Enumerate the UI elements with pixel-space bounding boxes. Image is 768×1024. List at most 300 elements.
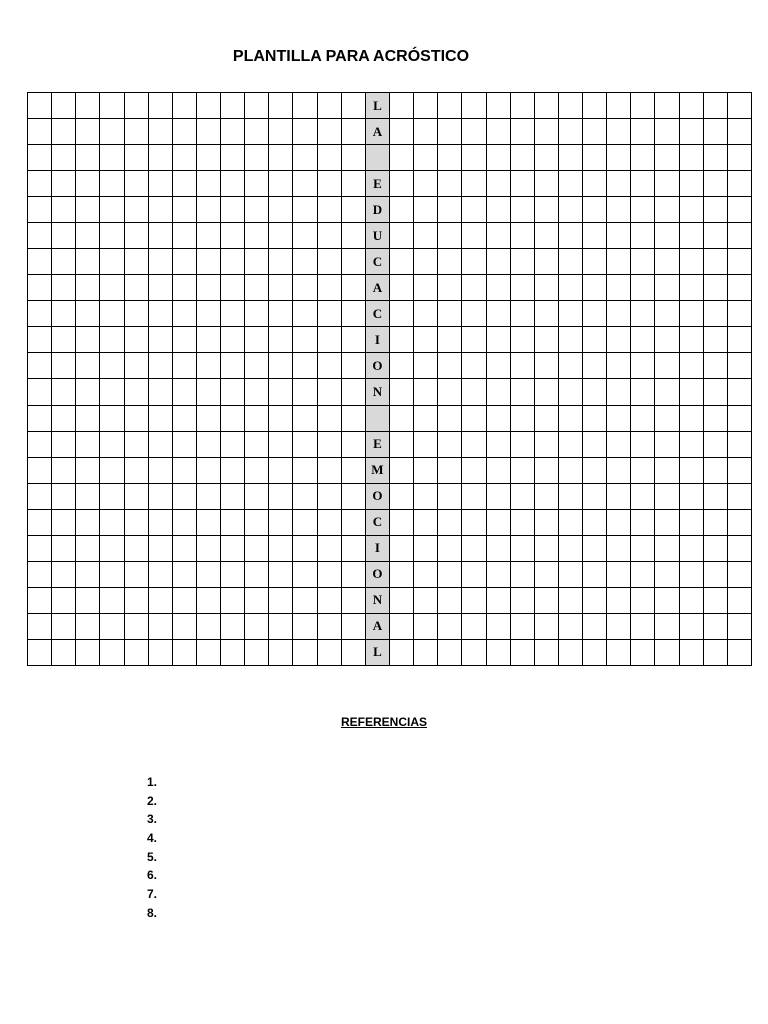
acrostic-blank-cell: [728, 327, 752, 353]
acrostic-blank-cell: [342, 640, 366, 666]
acrostic-blank-cell: [318, 197, 342, 223]
acrostic-blank-cell: [76, 614, 100, 640]
acrostic-blank-cell: [487, 640, 511, 666]
acrostic-blank-cell: [535, 536, 559, 562]
acrostic-blank-cell: [559, 614, 583, 640]
acrostic-blank-cell: [221, 458, 245, 484]
acrostic-blank-cell: [293, 145, 317, 171]
acrostic-blank-cell: [511, 275, 535, 301]
acrostic-blank-cell: [221, 301, 245, 327]
acrostic-blank-cell: [607, 510, 631, 536]
acrostic-blank-cell: [535, 145, 559, 171]
acrostic-blank-cell: [607, 458, 631, 484]
acrostic-blank-cell: [269, 562, 293, 588]
acrostic-blank-cell: [76, 510, 100, 536]
acrostic-blank-cell: [52, 536, 76, 562]
acrostic-blank-cell: [535, 640, 559, 666]
acrostic-blank-cell: [269, 406, 293, 432]
acrostic-blank-cell: [462, 588, 486, 614]
acrostic-blank-cell: [680, 223, 704, 249]
acrostic-blank-cell: [438, 327, 462, 353]
acrostic-blank-cell: [680, 379, 704, 405]
acrostic-blank-cell: [149, 536, 173, 562]
acrostic-blank-cell: [342, 327, 366, 353]
acrostic-blank-cell: [680, 484, 704, 510]
acrostic-blank-cell: [655, 406, 679, 432]
acrostic-blank-cell: [28, 379, 52, 405]
acrostic-blank-cell: [728, 640, 752, 666]
acrostic-blank-cell: [511, 406, 535, 432]
acrostic-blank-cell: [76, 119, 100, 145]
acrostic-key-cell: L: [366, 93, 390, 119]
acrostic-blank-cell: [704, 145, 728, 171]
acrostic-blank-cell: [631, 614, 655, 640]
acrostic-blank-cell: [414, 379, 438, 405]
acrostic-blank-cell: [704, 327, 728, 353]
acrostic-blank-cell: [342, 510, 366, 536]
acrostic-blank-cell: [173, 327, 197, 353]
acrostic-blank-cell: [28, 301, 52, 327]
acrostic-blank-cell: [414, 145, 438, 171]
acrostic-blank-cell: [293, 484, 317, 510]
acrostic-grid: [27, 92, 752, 666]
acrostic-blank-cell: [511, 249, 535, 275]
acrostic-blank-cell: [511, 145, 535, 171]
acrostic-blank-cell: [173, 197, 197, 223]
acrostic-blank-cell: [487, 588, 511, 614]
acrostic-blank-cell: [245, 379, 269, 405]
acrostic-blank-cell: [149, 223, 173, 249]
acrostic-blank-cell: [76, 301, 100, 327]
acrostic-blank-cell: [221, 327, 245, 353]
acrostic-blank-cell: [76, 588, 100, 614]
acrostic-blank-cell: [269, 458, 293, 484]
acrostic-blank-cell: [28, 458, 52, 484]
acrostic-blank-cell: [535, 119, 559, 145]
acrostic-blank-cell: [28, 640, 52, 666]
acrostic-blank-cell: [607, 249, 631, 275]
acrostic-blank-cell: [318, 301, 342, 327]
acrostic-blank-cell: [173, 484, 197, 510]
acrostic-blank-cell: [414, 275, 438, 301]
acrostic-blank-cell: [100, 640, 124, 666]
acrostic-blank-cell: [76, 275, 100, 301]
acrostic-blank-cell: [318, 249, 342, 275]
acrostic-blank-cell: [221, 562, 245, 588]
acrostic-blank-cell: [390, 562, 414, 588]
acrostic-blank-cell: [559, 93, 583, 119]
acrostic-blank-cell: [414, 197, 438, 223]
acrostic-blank-cell: [487, 119, 511, 145]
acrostic-blank-cell: [293, 432, 317, 458]
acrostic-blank-cell: [655, 119, 679, 145]
acrostic-blank-cell: [52, 510, 76, 536]
acrostic-blank-cell: [728, 145, 752, 171]
acrostic-blank-cell: [607, 614, 631, 640]
acrostic-blank-cell: [487, 614, 511, 640]
acrostic-blank-cell: [583, 93, 607, 119]
acrostic-blank-cell: [655, 145, 679, 171]
acrostic-blank-cell: [438, 145, 462, 171]
acrostic-blank-cell: [293, 614, 317, 640]
acrostic-blank-cell: [100, 275, 124, 301]
acrostic-blank-cell: [631, 484, 655, 510]
acrostic-blank-cell: [125, 640, 149, 666]
acrostic-blank-cell: [197, 614, 221, 640]
acrostic-blank-cell: [197, 406, 221, 432]
acrostic-blank-cell: [704, 640, 728, 666]
acrostic-blank-cell: [293, 536, 317, 562]
acrostic-blank-cell: [318, 406, 342, 432]
acrostic-blank-cell: [438, 249, 462, 275]
acrostic-blank-cell: [197, 484, 221, 510]
acrostic-blank-cell: [511, 536, 535, 562]
acrostic-blank-cell: [52, 301, 76, 327]
acrostic-blank-cell: [245, 510, 269, 536]
acrostic-blank-cell: [631, 353, 655, 379]
acrostic-blank-cell: [173, 458, 197, 484]
acrostic-blank-cell: [583, 588, 607, 614]
acrostic-blank-cell: [269, 614, 293, 640]
acrostic-key-cell: N: [366, 588, 390, 614]
acrostic-blank-cell: [583, 275, 607, 301]
acrostic-blank-cell: [390, 249, 414, 275]
acrostic-blank-cell: [149, 379, 173, 405]
acrostic-blank-cell: [342, 171, 366, 197]
acrostic-blank-cell: [559, 640, 583, 666]
acrostic-blank-cell: [245, 432, 269, 458]
acrostic-blank-cell: [438, 458, 462, 484]
acrostic-blank-cell: [728, 562, 752, 588]
acrostic-blank-cell: [680, 301, 704, 327]
acrostic-blank-cell: [221, 588, 245, 614]
acrostic-blank-cell: [245, 119, 269, 145]
acrostic-blank-cell: [487, 197, 511, 223]
acrostic-blank-cell: [607, 640, 631, 666]
acrostic-blank-cell: [462, 301, 486, 327]
acrostic-blank-cell: [318, 93, 342, 119]
acrostic-blank-cell: [149, 197, 173, 223]
acrostic-blank-cell: [125, 458, 149, 484]
acrostic-blank-cell: [704, 484, 728, 510]
acrostic-blank-cell: [414, 588, 438, 614]
acrostic-key-cell: I: [366, 536, 390, 562]
acrostic-blank-cell: [631, 640, 655, 666]
acrostic-blank-cell: [52, 93, 76, 119]
acrostic-blank-cell: [414, 640, 438, 666]
acrostic-blank-cell: [390, 197, 414, 223]
acrostic-blank-cell: [728, 614, 752, 640]
acrostic-blank-cell: [680, 432, 704, 458]
acrostic-blank-cell: [28, 275, 52, 301]
acrostic-blank-cell: [583, 406, 607, 432]
acrostic-blank-cell: [100, 301, 124, 327]
acrostic-blank-cell: [125, 119, 149, 145]
acrostic-blank-cell: [149, 249, 173, 275]
acrostic-blank-cell: [390, 588, 414, 614]
acrostic-blank-cell: [52, 406, 76, 432]
acrostic-blank-cell: [52, 353, 76, 379]
acrostic-blank-cell: [438, 588, 462, 614]
acrostic-blank-cell: [704, 353, 728, 379]
acrostic-key-cell: C: [366, 510, 390, 536]
acrostic-blank-cell: [173, 171, 197, 197]
acrostic-blank-cell: [173, 432, 197, 458]
acrostic-blank-cell: [631, 458, 655, 484]
acrostic-blank-cell: [535, 327, 559, 353]
acrostic-blank-cell: [100, 458, 124, 484]
acrostic-blank-cell: [28, 223, 52, 249]
reference-item: 5.: [147, 849, 158, 864]
acrostic-blank-cell: [728, 458, 752, 484]
acrostic-blank-cell: [100, 171, 124, 197]
acrostic-blank-cell: [535, 223, 559, 249]
acrostic-blank-cell: [221, 379, 245, 405]
acrostic-blank-cell: [149, 510, 173, 536]
acrostic-blank-cell: [100, 119, 124, 145]
acrostic-blank-cell: [342, 432, 366, 458]
acrostic-blank-cell: [197, 588, 221, 614]
acrostic-blank-cell: [511, 640, 535, 666]
acrostic-blank-cell: [511, 379, 535, 405]
acrostic-key-cell: C: [366, 249, 390, 275]
acrostic-blank-cell: [197, 432, 221, 458]
acrostic-blank-cell: [221, 536, 245, 562]
acrostic-blank-cell: [607, 379, 631, 405]
acrostic-blank-cell: [245, 458, 269, 484]
acrostic-blank-cell: [583, 119, 607, 145]
acrostic-blank-cell: [149, 484, 173, 510]
acrostic-blank-cell: [438, 536, 462, 562]
acrostic-blank-cell: [342, 484, 366, 510]
acrostic-blank-cell: [76, 223, 100, 249]
acrostic-blank-cell: [728, 301, 752, 327]
acrostic-blank-cell: [414, 249, 438, 275]
acrostic-blank-cell: [704, 275, 728, 301]
acrostic-blank-cell: [293, 353, 317, 379]
acrostic-blank-cell: [197, 145, 221, 171]
acrostic-blank-cell: [680, 458, 704, 484]
acrostic-blank-cell: [559, 119, 583, 145]
acrostic-key-cell: U: [366, 223, 390, 249]
acrostic-blank-cell: [173, 275, 197, 301]
acrostic-blank-cell: [293, 275, 317, 301]
acrostic-blank-cell: [631, 197, 655, 223]
acrostic-blank-cell: [583, 301, 607, 327]
acrostic-blank-cell: [535, 614, 559, 640]
acrostic-blank-cell: [390, 171, 414, 197]
acrostic-blank-cell: [28, 432, 52, 458]
acrostic-key-cell: [366, 406, 390, 432]
acrostic-blank-cell: [655, 640, 679, 666]
acrostic-blank-cell: [728, 510, 752, 536]
acrostic-blank-cell: [269, 93, 293, 119]
acrostic-blank-cell: [583, 614, 607, 640]
acrostic-blank-cell: [438, 197, 462, 223]
acrostic-blank-cell: [390, 93, 414, 119]
acrostic-blank-cell: [100, 536, 124, 562]
acrostic-blank-cell: [704, 536, 728, 562]
acrostic-blank-cell: [655, 197, 679, 223]
acrostic-blank-cell: [197, 197, 221, 223]
acrostic-blank-cell: [583, 510, 607, 536]
acrostic-blank-cell: [197, 171, 221, 197]
acrostic-blank-cell: [76, 432, 100, 458]
acrostic-blank-cell: [269, 640, 293, 666]
acrostic-blank-cell: [535, 458, 559, 484]
acrostic-blank-cell: [318, 379, 342, 405]
acrostic-blank-cell: [462, 171, 486, 197]
acrostic-blank-cell: [125, 379, 149, 405]
acrostic-blank-cell: [559, 432, 583, 458]
acrostic-blank-cell: [342, 301, 366, 327]
acrostic-blank-cell: [173, 536, 197, 562]
acrostic-blank-cell: [173, 145, 197, 171]
acrostic-blank-cell: [390, 301, 414, 327]
acrostic-blank-cell: [487, 562, 511, 588]
acrostic-blank-cell: [462, 562, 486, 588]
acrostic-blank-cell: [704, 301, 728, 327]
acrostic-blank-cell: [414, 353, 438, 379]
acrostic-blank-cell: [149, 145, 173, 171]
acrostic-blank-cell: [125, 197, 149, 223]
acrostic-blank-cell: [535, 588, 559, 614]
acrostic-blank-cell: [631, 510, 655, 536]
acrostic-blank-cell: [631, 588, 655, 614]
acrostic-blank-cell: [52, 562, 76, 588]
acrostic-blank-cell: [487, 484, 511, 510]
acrostic-blank-cell: [28, 327, 52, 353]
acrostic-blank-cell: [462, 484, 486, 510]
acrostic-blank-cell: [390, 119, 414, 145]
acrostic-blank-cell: [100, 145, 124, 171]
acrostic-key-cell: A: [366, 614, 390, 640]
acrostic-blank-cell: [704, 119, 728, 145]
acrostic-blank-cell: [438, 379, 462, 405]
acrostic-blank-cell: [559, 536, 583, 562]
acrostic-blank-cell: [28, 353, 52, 379]
acrostic-blank-cell: [583, 327, 607, 353]
acrostic-blank-cell: [655, 432, 679, 458]
acrostic-blank-cell: [342, 353, 366, 379]
acrostic-blank-cell: [318, 275, 342, 301]
acrostic-blank-cell: [462, 614, 486, 640]
acrostic-blank-cell: [197, 510, 221, 536]
acrostic-blank-cell: [487, 432, 511, 458]
acrostic-blank-cell: [607, 275, 631, 301]
acrostic-blank-cell: [655, 588, 679, 614]
acrostic-blank-cell: [414, 458, 438, 484]
acrostic-blank-cell: [583, 432, 607, 458]
acrostic-blank-cell: [462, 197, 486, 223]
acrostic-blank-cell: [535, 353, 559, 379]
acrostic-blank-cell: [342, 275, 366, 301]
acrostic-blank-cell: [390, 327, 414, 353]
acrostic-blank-cell: [559, 171, 583, 197]
acrostic-blank-cell: [149, 119, 173, 145]
acrostic-blank-cell: [221, 432, 245, 458]
acrostic-blank-cell: [342, 223, 366, 249]
acrostic-blank-cell: [293, 406, 317, 432]
acrostic-blank-cell: [100, 93, 124, 119]
acrostic-blank-cell: [704, 614, 728, 640]
acrostic-blank-cell: [438, 223, 462, 249]
acrostic-blank-cell: [680, 197, 704, 223]
acrostic-blank-cell: [245, 353, 269, 379]
acrostic-blank-cell: [245, 614, 269, 640]
acrostic-blank-cell: [704, 223, 728, 249]
acrostic-blank-cell: [631, 536, 655, 562]
acrostic-blank-cell: [318, 510, 342, 536]
acrostic-blank-cell: [583, 562, 607, 588]
acrostic-blank-cell: [149, 171, 173, 197]
acrostic-blank-cell: [245, 640, 269, 666]
acrostic-blank-cell: [100, 379, 124, 405]
acrostic-blank-cell: [125, 484, 149, 510]
acrostic-blank-cell: [318, 640, 342, 666]
acrostic-blank-cell: [583, 223, 607, 249]
reference-item: 8.: [147, 905, 158, 920]
acrostic-blank-cell: [173, 353, 197, 379]
acrostic-blank-cell: [631, 327, 655, 353]
acrostic-blank-cell: [462, 119, 486, 145]
acrostic-blank-cell: [511, 119, 535, 145]
acrostic-blank-cell: [631, 249, 655, 275]
acrostic-blank-cell: [125, 249, 149, 275]
acrostic-blank-cell: [680, 510, 704, 536]
acrostic-blank-cell: [28, 588, 52, 614]
acrostic-blank-cell: [76, 197, 100, 223]
acrostic-blank-cell: [52, 223, 76, 249]
acrostic-key-cell: O: [366, 484, 390, 510]
acrostic-blank-cell: [245, 588, 269, 614]
acrostic-blank-cell: [100, 588, 124, 614]
acrostic-blank-cell: [28, 562, 52, 588]
acrostic-blank-cell: [269, 588, 293, 614]
acrostic-blank-cell: [535, 171, 559, 197]
acrostic-blank-cell: [631, 432, 655, 458]
acrostic-blank-cell: [704, 432, 728, 458]
acrostic-blank-cell: [318, 119, 342, 145]
acrostic-blank-cell: [704, 510, 728, 536]
acrostic-blank-cell: [269, 379, 293, 405]
acrostic-blank-cell: [149, 640, 173, 666]
acrostic-blank-cell: [487, 458, 511, 484]
acrostic-blank-cell: [607, 93, 631, 119]
acrostic-blank-cell: [100, 510, 124, 536]
acrostic-key-cell: M: [366, 458, 390, 484]
acrostic-blank-cell: [728, 223, 752, 249]
reference-item: 3.: [147, 812, 158, 827]
acrostic-blank-cell: [173, 510, 197, 536]
acrostic-blank-cell: [655, 223, 679, 249]
acrostic-key-cell: A: [366, 275, 390, 301]
acrostic-blank-cell: [559, 353, 583, 379]
acrostic-blank-cell: [293, 171, 317, 197]
acrostic-blank-cell: [221, 197, 245, 223]
acrostic-blank-cell: [462, 353, 486, 379]
acrostic-blank-cell: [583, 458, 607, 484]
acrostic-blank-cell: [462, 536, 486, 562]
acrostic-blank-cell: [221, 614, 245, 640]
acrostic-blank-cell: [487, 327, 511, 353]
acrostic-blank-cell: [511, 93, 535, 119]
acrostic-blank-cell: [535, 197, 559, 223]
acrostic-blank-cell: [607, 223, 631, 249]
acrostic-blank-cell: [293, 93, 317, 119]
acrostic-blank-cell: [631, 145, 655, 171]
acrostic-blank-cell: [487, 145, 511, 171]
